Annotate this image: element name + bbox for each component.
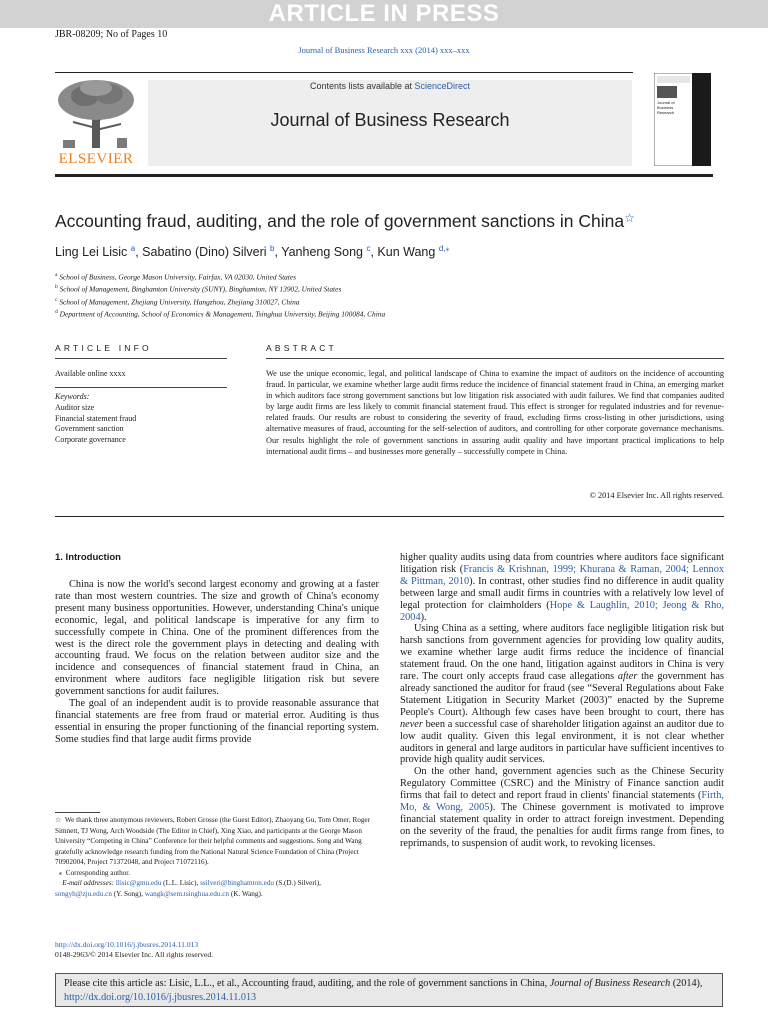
journal-cover-image <box>654 73 711 166</box>
abstract-text: We use the unique economic, legal, and political landscape of China to examine the impact of auditors on the incidence of accounting fraud. In particular, we examine whether large audit firms reduce the incidence of financial statement fraud in China, an emerging market in which auditors face strong government sanctions but low litigation risk associated with audit failures. We find that companies audited by large audit firms are less likely to commit financial statement fraud. This effect is stronger for regulated industries and for revenue-related frauds. Our results are robust to considering the severity of fraud, excluding firms cross-listing in other jurisdictions, using alternative measures of fraud, accounting for the self-selection of auditors, and controlling for other corporate governance mechanisms. Our results highlight the role of government sanctions in assuring audit quality and have important practical implications to help international audit firms – and businesses more generally – successfully compete in China. <box>266 369 724 456</box>
article-in-press-banner: ARTICLE IN PRESS <box>0 0 768 28</box>
contents-prefix: Contents lists available at <box>309 81 415 91</box>
corresponding-mark: ⁎ <box>58 868 63 877</box>
citation-text: Please cite this article as: Lisic, L.L., et al., Accounting fraud, auditing, and the role of government sanctions in China, <box>64 978 550 989</box>
affiliations <box>55 270 385 320</box>
footnote-text: Corresponding author. <box>65 868 131 877</box>
header-bottom-rule <box>55 174 713 177</box>
intro-right-paragraph-3 <box>400 766 724 849</box>
corresponding-footnote <box>55 868 381 879</box>
author-name: Kun Wang <box>377 245 436 260</box>
cover-title: Journal of Business Research <box>657 100 675 115</box>
affiliation-text: School of Business, George Mason University, Fairfax, VA 02030, United States <box>59 272 297 282</box>
article-title <box>55 211 635 232</box>
footnote-star: ☆ <box>55 816 62 824</box>
paragraph-text: ). In contrast, other studies find no difference in audit quality between large and small audit firms in countries with a relatively low level of legal protection for claimholders ( <box>400 575 724 611</box>
affiliation-line <box>55 270 385 282</box>
elsevier-logo[interactable] <box>55 78 137 170</box>
email-link[interactable]: llisic@gmu.edu <box>115 879 162 887</box>
affiliation-text: School of Management, Zhejiang University, Hangzhou, Zhejiang 310027, China <box>59 297 300 307</box>
email-owner: (L.L. Lisic), <box>161 879 201 887</box>
footnote-rule <box>55 812 100 813</box>
keyword: Financial statement fraud <box>55 413 137 423</box>
affiliation-sup: b <box>55 284 58 291</box>
paragraph-text: higher quality audits using data from countries where auditors face significant litigation risk ( <box>400 552 724 575</box>
citation-link[interactable]: Firth, Mo, & Wong, 2005 <box>400 790 724 814</box>
affiliation-text: Department of Accounting, School of Economics & Management, Tsinghua University, Beijing 100084, China <box>59 309 386 319</box>
email-footnote <box>55 878 381 899</box>
author-affil-sup[interactable]: c <box>366 244 371 253</box>
email-label: E-mail addresses: <box>62 879 116 887</box>
intro-right-paragraph-1 <box>400 552 724 623</box>
journal-title: Journal of Business Research <box>270 110 510 130</box>
keyword: Auditor size <box>55 402 95 412</box>
title-footnote-star[interactable]: ☆ <box>624 211 635 225</box>
keywords-label: Keywords: <box>55 392 90 401</box>
affiliation-line <box>55 295 385 307</box>
affiliation-sup: d <box>55 309 58 316</box>
author-name: Yanheng Song <box>281 245 363 260</box>
doi-block <box>55 940 213 961</box>
email-owner: (Y. Song), <box>111 889 145 898</box>
citation-box <box>55 973 723 1007</box>
journal-cover-thumbnail[interactable] <box>654 73 711 166</box>
affiliation-line <box>55 282 385 294</box>
email-link[interactable]: ssilveri@binghamton.edu <box>200 879 275 887</box>
paragraph-text: the government has already sanctioned the auditor for fraud (see “Several Regulations about Fake Statement Litigation in Security Market (2003)” enacted by the Supreme People's Court). Although few cases have been brought to court, there has <box>400 671 724 718</box>
intro-paragraph-1: China is now the world's second largest economy and growing at a faster rate than most western countries. The size and growth of China's economy present many business opportunities. However, understanding China's unique economic, legal, and political landscape is imperative for any firm to successfully compete in China. One of the prominent differences from the west is the direct role the government plays in detecting and dealing with accounting fraud. We focus on the relation between auditor size and the incidence and consequences of financial statement fraud in China, an environment where auditors face negligible litigation risk but severe government sanctions for audit failures. <box>55 579 379 698</box>
abstract-copyright: © 2014 Elsevier Inc. All rights reserved. <box>589 491 724 500</box>
email-link[interactable]: songyh@zju.edu.cn <box>55 889 112 898</box>
author-affil-sup[interactable]: b <box>270 244 275 253</box>
affiliation-line <box>55 307 385 319</box>
citation-link[interactable]: Francis & Krishnan, 1999; Khurana & Raman, 2004; Lennox & Pittman, 2010 <box>400 563 724 587</box>
intro-right-paragraph-2 <box>400 623 724 766</box>
keyword: Corporate governance <box>55 435 126 445</box>
email-owner: (S.(D.) Silveri), <box>274 879 321 887</box>
footnote-text: We thank three anonymous reviewers, Robert Grosse (the Guest Editor), Zhaoyang Gu, Tom Omer, Roger Simnett, TJ Wong, Arch Woodside (The Editor in Chief), Xing Xiao, and participants at the George Mason University “Competing in China” Conference for their helpful comments and suggestions. Song and Wang gratefully acknowledge research funding from the National Natural Science Foundation of China (Project 70902004, Project 71372048, and Project 71072116). <box>55 816 371 866</box>
emphasis-text: after <box>617 671 638 683</box>
paragraph-text: been a successful case of shareholder litigation against an auditor due to low audit quality. Given this legal environment, it is not clear whether auditors in general and large auditors in particular have sufficient incentives to provide high quality audit services. <box>400 718 724 766</box>
elsevier-wordmark: ELSEVIER <box>58 151 134 167</box>
journal-reference[interactable]: Journal of Business Research xxx (2014) xxx–xxx <box>298 45 470 55</box>
abstract-heading: ABSTRACT <box>266 343 337 353</box>
paragraph-text: Using China as a setting, where auditors face negligible litigation risk but harsh sanctions from government agencies for providing low quality audits, we examine whether large audit firms reduce the incidence of financial statement fraud. On the one hand, litigation against auditors in China is very rare. The court only accepts fraud case allegations <box>400 623 724 683</box>
citation-year: (2014), <box>670 978 703 989</box>
introduction-heading: 1. Introduction <box>55 552 121 563</box>
paragraph-text: ). The Chinese government is motivated to improve financial statement quality in order to attract foreign investment. Depending on the severity of the fraud, the penalties for audit firms range from fines, to reprimands, to suspension of audit work, to revoking licenses. <box>400 802 724 849</box>
elsevier-tree-icon <box>55 78 137 150</box>
author-affil-sup[interactable]: d,⁎ <box>438 244 450 253</box>
acknowledgement-footnote <box>55 815 381 868</box>
email-owner: (K. Wang). <box>229 889 263 898</box>
emphasis-text: never <box>400 718 423 730</box>
author-list: Ling Lei Lisic $^a$, Sabatino (Dino) Silveri $^b$, Yanheng Song $^c$, Kun Wang $^{d,⁎}$ <box>55 244 450 260</box>
keywords-rule <box>55 387 227 388</box>
issn-line: 0148-2963/© 2014 Elsevier Inc. All rights reserved. <box>55 950 214 960</box>
keywords-block <box>55 392 136 446</box>
article-title-text: Accounting fraud, auditing, and the role of government sanctions in China <box>55 211 625 231</box>
author-name: Sabatino (Dino) Silveri <box>142 245 267 260</box>
manuscript-id: JBR-08209; No of Pages 10 <box>55 29 168 40</box>
contents-available-line <box>148 81 632 91</box>
affiliation-sup: a <box>55 272 58 278</box>
affiliation-sup: c <box>55 296 58 303</box>
email-link[interactable]: wangk@sem.tsinghua.edu.cn <box>144 889 230 898</box>
header-top-rule <box>55 72 633 73</box>
paragraph-text: On the other hand, government agencies such as the Chinese Security Regulatory Committee (CSRC) and the Ministry of Finance sanction audit firms that fail to detect and report fraud in clients' financial statements ( <box>400 766 724 802</box>
author-affil-sup[interactable]: a <box>130 244 136 253</box>
doi-link[interactable]: http://dx.doi.org/10.1016/j.jbusres.2014.11.013 <box>55 940 199 949</box>
abstract-rule <box>266 358 724 359</box>
intro-left-column <box>55 579 379 746</box>
citation-doi-link[interactable]: http://dx.doi.org/10.1016/j.jbusres.2014.11.013 <box>64 991 257 1003</box>
abstract-bottom-rule <box>55 516 724 517</box>
article-info-heading: ARTICLE INFO <box>55 343 152 353</box>
footnotes <box>55 815 381 899</box>
paragraph-text: ). <box>420 611 427 623</box>
author-name: Ling Lei Lisic <box>55 245 128 260</box>
available-online: Available online xxxx <box>55 369 126 378</box>
affiliation-text: School of Management, Binghamton University (SUNY), Binghamton, NY 13902, United States <box>59 284 342 294</box>
citation-journal: Journal of Business Research <box>549 978 671 989</box>
article-info-rule <box>55 358 227 359</box>
keyword: Government sanction <box>55 424 124 434</box>
intro-paragraph-2: The goal of an independent audit is to provide reasonable assurance that financial statements are free from fraud or material error. Auditing is thus essential in ensuring the proper functioning of the financial reporting system. Some studies find that large audit firms provide <box>55 698 379 745</box>
sciencedirect-link[interactable]: ScienceDirect <box>414 81 471 91</box>
intro-right-column <box>400 552 724 850</box>
citation-link[interactable]: Hope & Laughlin, 2010; Jeong & Rho, 2004 <box>400 599 724 623</box>
